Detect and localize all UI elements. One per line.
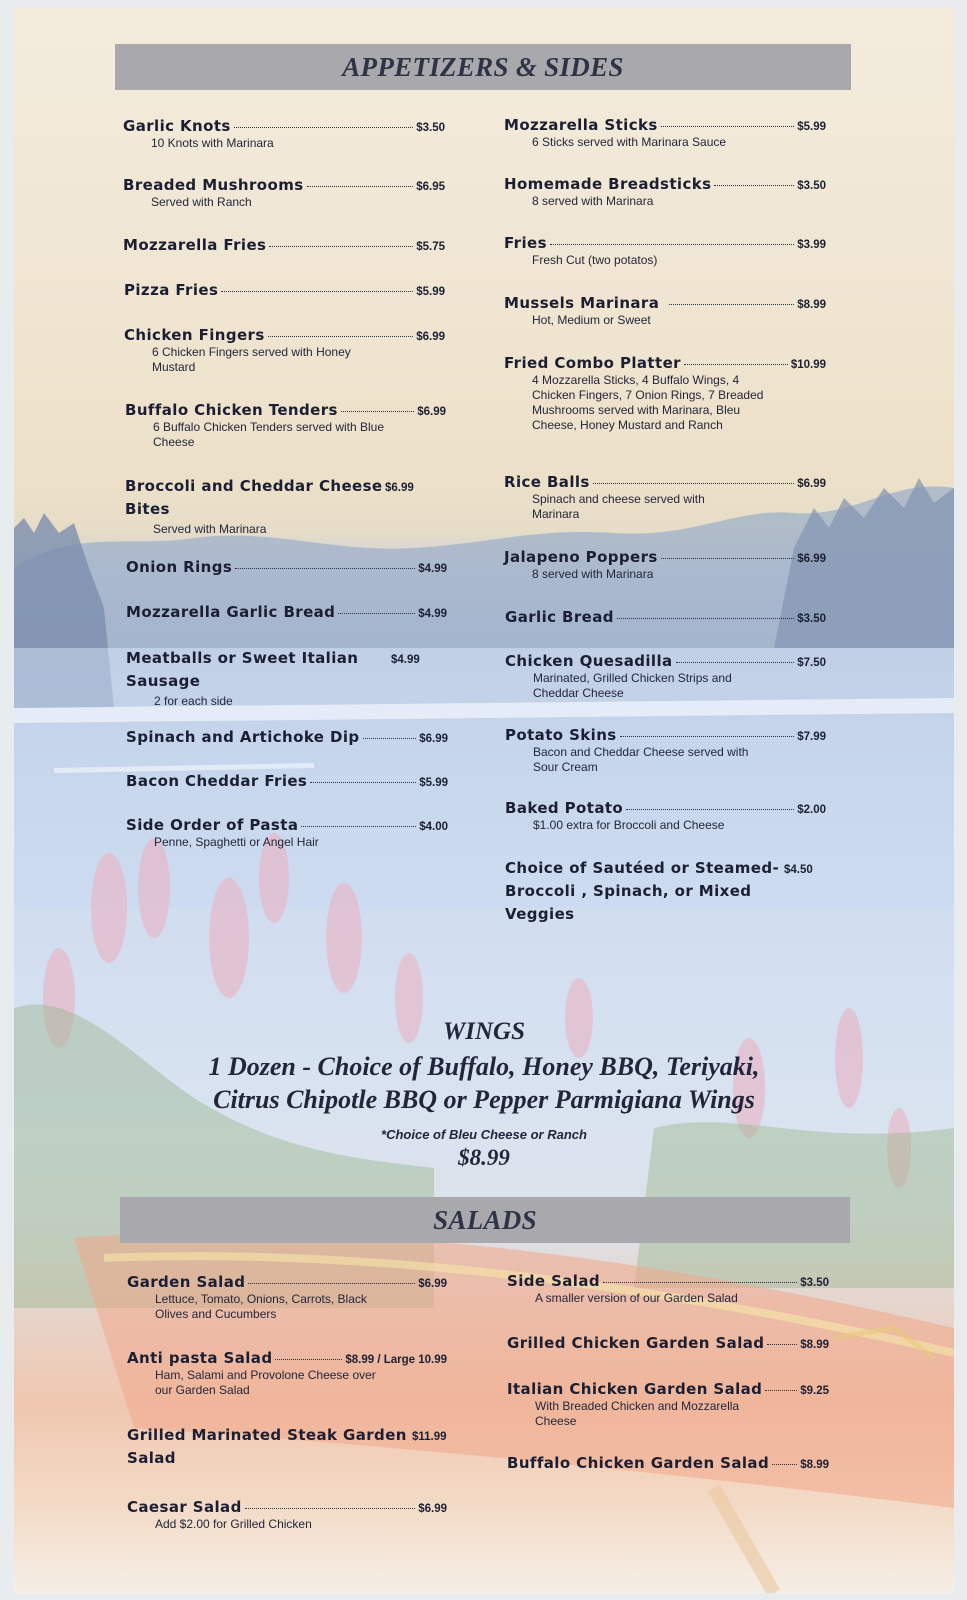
- item-price: $8.99: [800, 1459, 829, 1471]
- item-price: $4.99: [418, 563, 447, 575]
- menu-item: [127, 1349, 447, 1398]
- menu-item: [126, 728, 448, 746]
- item-description: Hot, Medium or Sweet: [532, 313, 651, 327]
- item-price: $5.99: [419, 777, 448, 789]
- item-description: Add $2.00 for Grilled Chicken: [155, 1517, 312, 1531]
- item-price: $8.99 / Large 10.99: [345, 1354, 447, 1366]
- item-price: $6.99: [418, 1278, 447, 1290]
- item-name: Mussels Marinara: [504, 294, 660, 312]
- item-price: $5.75: [416, 241, 445, 253]
- menu-item: [504, 354, 826, 433]
- menu-item: [504, 548, 826, 582]
- item-description: Ham, Salami and Provolone Cheese over our Garden Salad: [155, 1368, 376, 1397]
- menu-item: [126, 772, 448, 790]
- menu-item: [505, 857, 826, 926]
- item-price: $3.50: [797, 613, 826, 625]
- item-price: $4.50: [784, 864, 813, 876]
- item-price: $7.50: [797, 657, 826, 669]
- menu-page: [14, 8, 954, 1593]
- item-name: Homemade Breadsticks: [504, 175, 712, 193]
- salads-header-bar: [120, 1197, 850, 1243]
- item-price: $6.99: [416, 331, 445, 343]
- menu-item: [126, 558, 447, 576]
- item-description: Bacon and Cheddar Cheese served with Sour Cream: [533, 745, 749, 774]
- item-name: Garden Salad: [127, 1273, 246, 1291]
- item-name: Spinach and Artichoke Dip: [126, 728, 360, 746]
- item-name: Meatballs or Sweet Italian Sausage: [126, 649, 359, 690]
- menu-item: [505, 652, 826, 701]
- item-price: $5.99: [797, 121, 826, 133]
- item-name: Garlic Knots: [123, 117, 231, 135]
- menu-item: [127, 1424, 447, 1470]
- item-description: 8 served with Marinara: [532, 194, 654, 208]
- item-price: $6.99: [417, 406, 446, 418]
- menu-item: [505, 608, 826, 626]
- salads-section-title: SALADS: [433, 1204, 537, 1235]
- item-description: Served with Ranch: [151, 195, 252, 209]
- item-description: Penne, Spaghetti or Angel Hair: [154, 835, 319, 849]
- item-price: $9.25: [800, 1385, 829, 1397]
- item-name: Caesar Salad: [127, 1498, 242, 1516]
- item-price: $6.95: [416, 181, 445, 193]
- item-description: Fresh Cut (two potatos): [532, 253, 658, 267]
- menu-item: [123, 176, 445, 210]
- wings-line-2: Citrus Chipotle BBQ or Pepper Parmigiana Wings: [213, 1085, 755, 1114]
- item-price: $6.99: [418, 1503, 447, 1515]
- item-description: With Breaded Chicken and Mozzarella Cheese: [535, 1399, 740, 1428]
- menu-item: [504, 234, 826, 268]
- item-name: Italian Chicken Garden Salad: [507, 1380, 763, 1398]
- item-name: Pizza Fries: [124, 281, 219, 299]
- menu-item: [507, 1380, 829, 1429]
- item-name: Buffalo Chicken Garden Salad: [507, 1454, 770, 1472]
- item-name: Anti pasta Salad: [127, 1349, 273, 1367]
- item-name: Breaded Mushrooms: [123, 176, 304, 194]
- item-description: 4 Mozzarella Sticks, 4 Buffalo Wings, 4 Chicken Fingers, 7 Onion Rings, 7 Breaded Mushrooms served with Marinara, Bleu Cheese, Honey Mustard and Ranch: [532, 373, 764, 432]
- item-description: Spinach and cheese served with Marinara: [532, 492, 705, 521]
- menu-item: [504, 473, 826, 522]
- item-name: Rice Balls: [504, 473, 590, 491]
- item-name: Garlic Bread: [505, 608, 614, 626]
- item-name: Chicken Fingers: [124, 326, 265, 344]
- item-price: $4.00: [419, 821, 448, 833]
- item-price: $2.00: [797, 804, 826, 816]
- menu-item: [125, 475, 447, 537]
- menu-item: [126, 603, 447, 621]
- menu-item: [124, 326, 445, 375]
- item-name: Mozzarella Fries: [123, 236, 267, 254]
- item-name: Jalapeno Poppers: [504, 548, 658, 566]
- item-name: Mozzarella Sticks: [504, 116, 658, 134]
- item-name: Fries: [504, 234, 547, 252]
- item-price: $6.99: [797, 553, 826, 565]
- item-description: $1.00 extra for Broccoli and Cheese: [533, 818, 725, 832]
- wings-line-1: 1 Dozen - Choice of Buffalo, Honey BBQ, Teriyaki,: [208, 1052, 760, 1081]
- menu-item: [507, 1272, 829, 1306]
- menu-item: [126, 647, 448, 709]
- item-price: $4.99: [418, 608, 447, 620]
- item-name: Grilled Marinated Steak Garden Salad: [127, 1426, 407, 1467]
- item-price: $7.99: [797, 731, 826, 743]
- item-description: Marinated, Grilled Chicken Strips and Cheddar Cheese: [533, 671, 732, 700]
- item-name: Bacon Cheddar Fries: [126, 772, 308, 790]
- menu-item: [504, 116, 826, 150]
- item-name: Choice of Sautéed or Steamed- Broccoli , Spinach, or Mixed Veggies: [505, 859, 780, 923]
- item-price: $3.50: [416, 122, 445, 134]
- menu-item: [507, 1454, 829, 1472]
- item-price: $4.99: [391, 654, 420, 666]
- wings-note: *Choice of Bleu Cheese or Ranch: [381, 1127, 587, 1142]
- item-price: $5.99: [416, 286, 445, 298]
- item-description: 8 served with Marinara: [532, 567, 654, 581]
- appetizers-header-bar: [115, 44, 851, 90]
- item-name: Grilled Chicken Garden Salad: [507, 1334, 765, 1352]
- item-name: Baked Potato: [505, 799, 624, 817]
- menu-item: [505, 726, 826, 775]
- item-name: Fried Combo Platter: [504, 354, 681, 372]
- item-price: $10.99: [790, 359, 826, 371]
- item-name: Mozzarella Garlic Bread: [126, 603, 336, 621]
- item-name: Side Salad: [507, 1272, 601, 1290]
- menu-item: [123, 117, 445, 151]
- menu-item: [505, 799, 826, 833]
- item-name: Broccoli and Cheddar Cheese Bites: [125, 477, 383, 518]
- item-price: $3.50: [797, 180, 826, 192]
- item-description: 6 Buffalo Chicken Tenders served with Blue Cheese: [153, 420, 385, 449]
- item-description: 6 Sticks served with Marinara Sauce: [532, 135, 727, 149]
- item-description: 6 Chicken Fingers served with Honey Mustard: [152, 345, 351, 374]
- menu-item: [124, 281, 445, 299]
- menu-item: [504, 175, 826, 209]
- menu-item: [123, 236, 445, 254]
- menu-item: [127, 1273, 447, 1322]
- menu-item: [504, 294, 826, 328]
- item-price: $3.99: [797, 239, 826, 251]
- item-name: Chicken Quesadilla: [505, 652, 673, 670]
- menu-item: [127, 1498, 447, 1532]
- item-description: Served with Marinara: [153, 522, 267, 536]
- wings-price: $8.99: [458, 1145, 510, 1170]
- item-price: $8.99: [797, 299, 826, 311]
- appetizers-section-title: APPETIZERS & SIDES: [342, 51, 624, 82]
- item-name: Buffalo Chicken Tenders: [125, 401, 338, 419]
- item-description: Lettuce, Tomato, Onions, Carrots, Black Olives and Cucumbers: [155, 1292, 367, 1321]
- item-description: 10 Knots with Marinara: [151, 136, 274, 150]
- item-description: 2 for each side: [154, 694, 233, 708]
- item-description: A smaller version of our Garden Salad: [535, 1291, 738, 1305]
- item-price: $3.50: [800, 1277, 829, 1289]
- item-name: Side Order of Pasta: [126, 816, 299, 834]
- item-price: $6.99: [797, 478, 826, 490]
- item-price: $6.99: [385, 482, 414, 494]
- menu-item: [126, 816, 448, 850]
- item-price: $11.99: [412, 1431, 447, 1443]
- menu-item: [125, 401, 446, 450]
- wings-title: WINGS: [443, 1018, 525, 1045]
- item-price: $8.99: [800, 1339, 829, 1351]
- item-name: Onion Rings: [126, 558, 233, 576]
- item-price: $6.99: [419, 733, 448, 745]
- item-name: Potato Skins: [505, 726, 617, 744]
- menu-item: [507, 1334, 829, 1352]
